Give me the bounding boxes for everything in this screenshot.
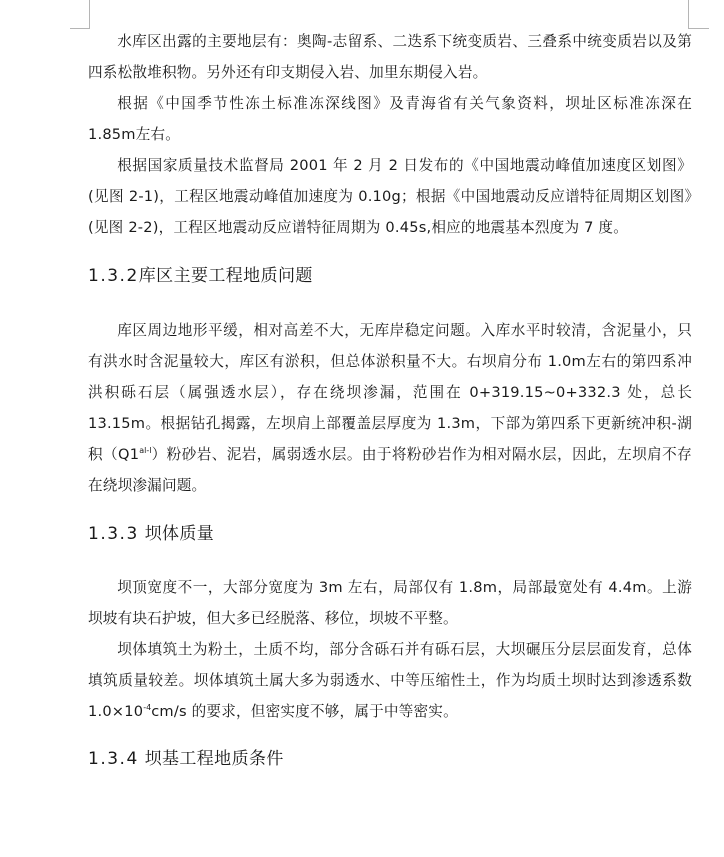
heading-title: 坝基工程地质条件 [144,749,284,769]
page-corner-mark-right [688,0,709,29]
text-segment: 坝体填筑土为粉土，土质不均，部分含砾石并有砾石层，大坝碾压分层层面发育，总体填筑质量较差。坝体填筑土属大多为弱透水、中等压缩性土，作为均质土坝时达到渗透系数 1.0×10 [88,641,692,720]
superscript-text: al-l [139,446,152,455]
paragraph-strata: 水库区出露的主要地层有：奥陶-志留系、二迭系下统变质岩、三叠系中统变质岩以及第四系松散堆积物。另外还有印支期侵入岩、加里东期侵入岩。 [88,33,692,81]
paragraph-dam-crest: 坝顶宽度不一，大部分宽度为 3m 左右，局部仅有 1.8m，局部最宽处有 4.4m。上游坝坡有块石护坡，但大多已经脱落、移位，坝坡不平整。 [88,579,692,627]
heading-number: 1.3.4 [88,749,139,769]
heading-1-3-3 [88,520,692,548]
heading-title: 库区主要工程地质问题 [138,266,313,286]
paragraph-frost-depth: 根据《中国季节性冻土标准冻深线图》及青海省有关气象资料，坝址区标准冻深在1.85m左右。 [88,95,692,143]
heading-number: 1.3.3 [88,524,139,544]
text-segment: cm/s 的要求，但密实度不够，属于中等密实。 [151,703,458,720]
heading-1-3-4 [88,745,692,773]
text-segment: 库区周边地形平缓，相对高差不大，无库岸稳定问题。入库水平时较清，含泥量小，只有洪水时含泥量较大，库区有淤积，但总体淤积量不大。右坝肩分布 1.0m左右的第四系冲洪积砾石层（属强透水层），存在绕坝渗漏，范围在 0+319.15~0+332.3 处，总长 13.15m。根据钻孔揭露，左坝肩上部覆盖层厚度为 1.3m，下部为第四系下更新统冲积-湖积（Q1 [88,322,692,463]
paragraph-seismic: 根据国家质量技术监督局 2001 年 2 月 2 日发布的《中国地震动峰值加速度区划图》(见图 2-1)，工程区地震动峰值加速度为 0.10g；根据《中国地震动反应谱特征周期区划图》(见图 2-2)，工程区地震动反应谱特征周期为 0.45s,相应的地震基本烈度为 7 度。 [88,157,692,236]
page-corner-mark-left [70,0,90,29]
text-segment: ）粉砂岩、泥岩，属弱透水层。由于将粉砂岩作为相对隔水层，因此，左坝肩不存在绕坝渗漏问题。 [88,446,692,494]
heading-1-3-2 [88,262,692,290]
paragraph-dam-fill [88,634,692,727]
heading-title: 坝体质量 [144,524,215,544]
document-body [88,26,692,773]
paragraph-reservoir-issues [88,315,692,501]
heading-number: 1.3.2 [88,266,139,286]
superscript-text: -4 [143,703,152,712]
